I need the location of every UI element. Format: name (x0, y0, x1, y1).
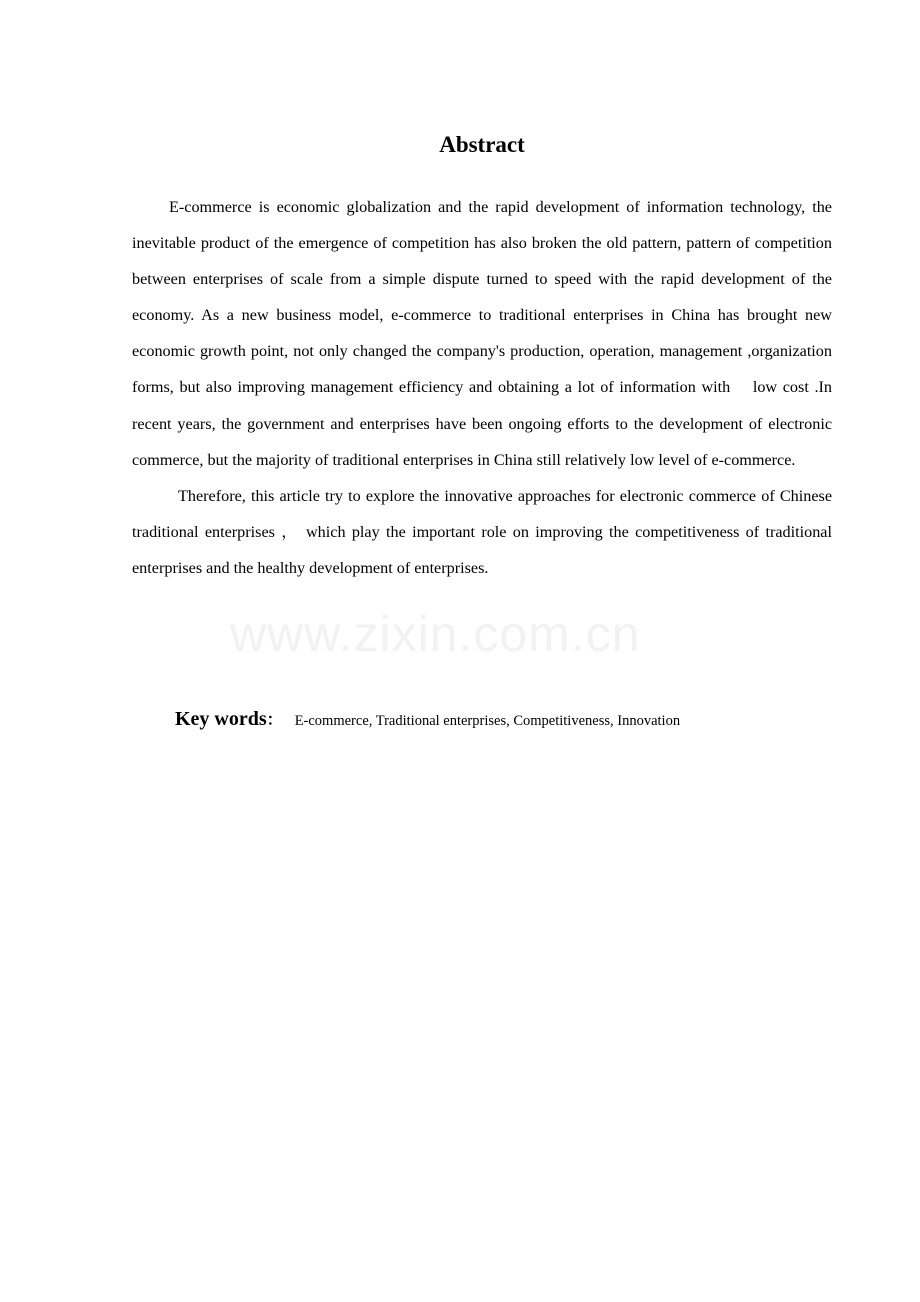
abstract-paragraph-1: E-commerce is economic globalization and the rapid development of information technology, the inevitable product of the emergence of competition has also broken the old pattern, pattern of competition between enterprises of scale from a simple dispute turned to speed with the rapid development of the economy. As a new business model, e-commerce to traditional enterprises in China has brought new economic growth point, not only changed the company's production, operation, management ,organization forms, but also improving management efficiency and obtaining a lot of information with low cost .In recent years, the government and enterprises have been ongoing efforts to the development of electronic commerce, but the majority of traditional enterprises in China still relatively low level of e-commerce. (132, 198, 832, 469)
abstract-paragraph-2: Therefore, this article try to explore the innovative approaches for electronic commerce of Chinese traditional enterprises ， which play the important role on improving the competitiveness of traditional enterprises and the healthy development of enterprises. (132, 486, 832, 577)
keywords-line (175, 705, 680, 735)
watermark: www.zixin.com.cn (230, 606, 641, 662)
keywords-value: E-commerce, Traditional enterprises, Competitiveness, Innovation (294, 713, 681, 729)
keywords-colon: ： (266, 712, 283, 729)
page-title: Abstract (439, 132, 525, 157)
keywords-label: Key words (175, 708, 267, 730)
abstract-body (132, 189, 832, 586)
